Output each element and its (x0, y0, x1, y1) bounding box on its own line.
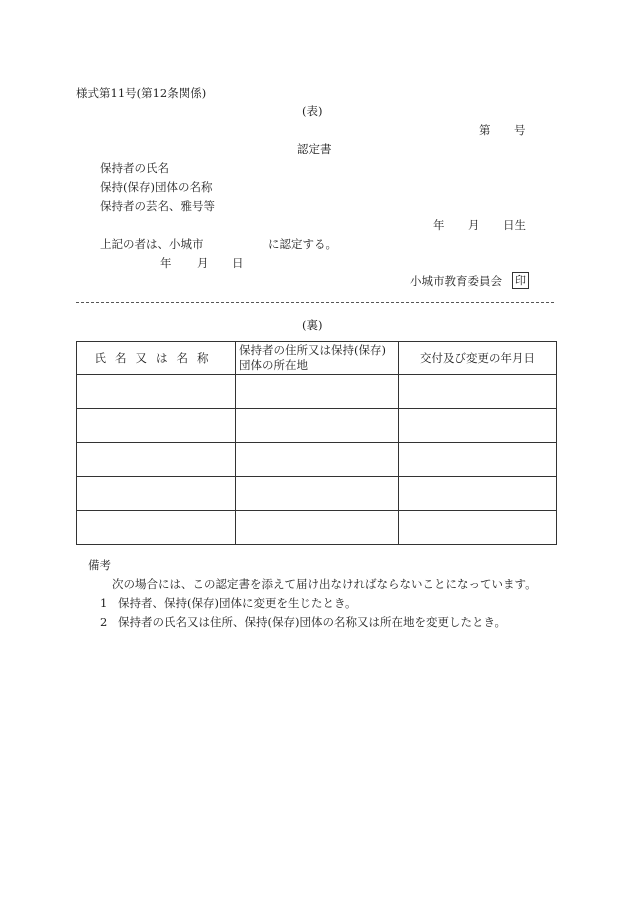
table-cell (236, 375, 399, 409)
notes-intro: 次の場合には、この認定書を添えて届け出なければならないことになっています。 (112, 577, 537, 591)
table-cell (236, 477, 399, 511)
table-row (77, 443, 557, 477)
table-cell (77, 375, 236, 409)
notes-title: 備考 (88, 558, 111, 572)
table-row (77, 375, 557, 409)
front-side-label: (表) (302, 104, 323, 118)
document-title: 認定書 (297, 142, 332, 156)
certificate-number-suffix: 号 (514, 123, 526, 137)
note-item-2-number: 2 (100, 615, 108, 629)
table-cell (77, 511, 236, 545)
issue-year-label: 年 (160, 256, 172, 270)
cut-line-divider (76, 302, 554, 303)
table-cell (399, 375, 557, 409)
table-row (77, 477, 557, 511)
issue-month-label: 月 (197, 256, 209, 270)
column-header-address: 保持者の住所又は保持(保存)団体の所在地 (236, 342, 399, 375)
change-history-table (76, 341, 557, 545)
table-row (77, 409, 557, 443)
table-cell (399, 511, 557, 545)
table-row (77, 511, 557, 545)
form-number: 様式第11号(第12条関係) (76, 86, 207, 100)
note-item-1-text: 保持者、保持(保存)団体に変更を生じたとき。 (118, 596, 357, 610)
column-header-date: 交付及び変更の年月日 (399, 342, 557, 375)
table-header-row (77, 342, 557, 375)
table-cell (399, 409, 557, 443)
holder-name-label: 保持者の氏名 (100, 161, 169, 175)
statement-prefix: 上記の者は、小城市 (100, 237, 204, 251)
table-cell (399, 443, 557, 477)
back-side-label: (裏) (302, 318, 323, 332)
table-cell (77, 477, 236, 511)
seal-mark: 印 (512, 272, 529, 289)
table-cell (236, 409, 399, 443)
birth-month-label: 月 (468, 218, 480, 232)
note-item-1-number: 1 (100, 596, 108, 610)
table-cell (77, 443, 236, 477)
stage-name-label: 保持者の芸名、雅号等 (100, 199, 215, 213)
statement-suffix: に認定する。 (268, 237, 337, 251)
group-name-label: 保持(保存)団体の名称 (100, 180, 213, 194)
birth-year-label: 年 (433, 218, 445, 232)
column-header-name: 氏名又は名称 (77, 342, 236, 375)
table-cell (236, 511, 399, 545)
birth-day-label: 日生 (503, 218, 526, 232)
table-cell (77, 409, 236, 443)
issue-day-label: 日 (232, 256, 244, 270)
note-item-2-text: 保持者の氏名又は住所、保持(保存)団体の名称又は所在地を変更したとき。 (118, 615, 507, 629)
table-cell (236, 443, 399, 477)
certificate-number-prefix: 第 (479, 123, 491, 137)
issuer-name: 小城市教育委員会 (410, 274, 502, 288)
table-cell (399, 477, 557, 511)
